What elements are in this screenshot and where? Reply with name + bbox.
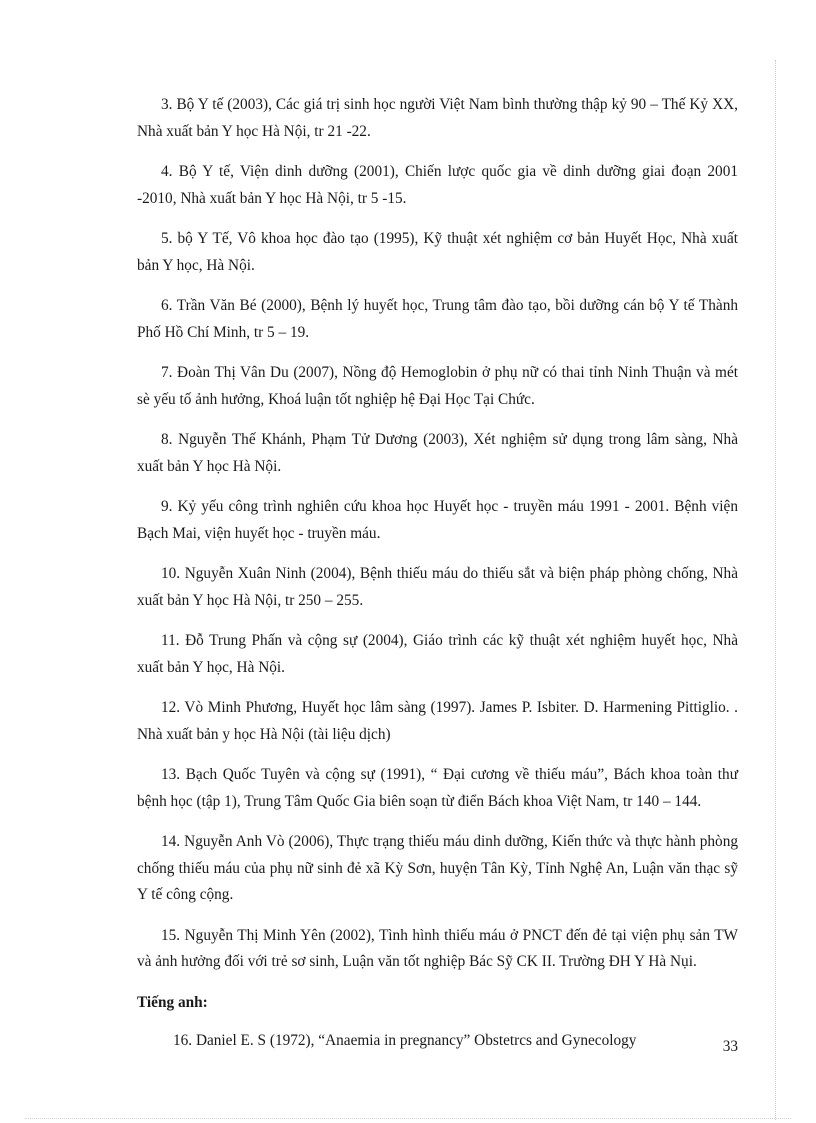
reference-item-english: 16. Daniel E. S (1972), “Anaemia in pregnancy” Obstetrcs and Gynecology <box>173 1031 637 1049</box>
reference-item: 15. Nguyễn Thị Minh Yên (2002), Tình hình thiếu máu ở PNCT đến đẻ tại viện phụ sản TW và ảnh hưởng đối với trẻ sơ sinh, Luận văn tốt nghiệp Bác Sỹ CK II. Trường ĐH Y Hà Nụi. <box>137 926 738 970</box>
reference-item: 6. Trần Văn Bé (2000), Bệnh lý huyết học, Trung tâm đào tạo, bồi dưỡng cán bộ Y tế Thành Phố Hồ Chí Minh, tr 5 – 19. <box>137 297 738 341</box>
reference-item: 5. bộ Y Tế, Vô khoa học đào tạo (1995), Kỹ thuật xét nghiệm cơ bản Huyết Học, Nhà xuất bản Y học, Hà Nội. <box>137 230 738 274</box>
reference-item: 11. Đỗ Trung Phấn và cộng sự (2004), Giáo trình các kỹ thuật xét nghiệm huyết học, Nhà xuất bản Y học, Hà Nội. <box>137 632 738 676</box>
page-number: 33 <box>722 1038 738 1055</box>
reference-item: 3. Bộ Y tế (2003), Các giá trị sinh học người Việt Nam bình thường thập kỷ 90 – Thế Kỷ XX, Nhà xuất bản Y học Hà Nội, tr 21 -22. <box>137 96 738 140</box>
reference-item: 14. Nguyễn Anh Vò (2006), Thực trạng thiếu máu dinh dưỡng, Kiến thức và thực hành phòng chống thiếu máu của phụ nữ sinh đẻ xã Kỳ Sơn, huyện Tân Kỳ, Tỉnh Nghệ An, Luận văn thạc sỹ Y tế công cộng. <box>137 833 738 903</box>
reference-item: 12. Vò Minh Phương, Huyết học lâm sàng (1997). James P. Isbiter. D. Harmening Pittiglio. . Nhà xuất bản y học Hà Nội (tài liệu dịch) <box>137 699 738 743</box>
bottom-rule <box>25 1118 791 1119</box>
reference-item: 10. Nguyễn Xuân Ninh (2004), Bệnh thiếu máu do thiếu sắt và biện pháp phòng chống, Nhà xuất bản Y học Hà Nội, tr 250 – 255. <box>137 565 738 609</box>
reference-item: 8. Nguyễn Thế Khánh, Phạm Tử Dương (2003), Xét nghiệm sử dụng trong lâm sàng, Nhà xuất bản Y học Hà Nội. <box>137 431 738 475</box>
reference-item: 13. Bạch Quốc Tuyên và cộng sự (1991), “ Đại cương về thiếu máu”, Bách khoa toàn thư bệnh học (tập 1), Trung Tâm Quốc Gia biên soạn từ điển Bách khoa Việt Nam, tr 140 – 144. <box>137 766 738 810</box>
reference-item: 4. Bộ Y tế, Viện dinh dưỡng (2001), Chiến lược quốc gia về dinh dưỡng giai đoạn 2001 -2010, Nhà xuất bản Y học Hà Nội, tr 5 -15. <box>137 163 738 207</box>
reference-item: 7. Đoàn Thị Vân Du (2007), Nồng độ Hemoglobin ở phụ nữ có thai tỉnh Ninh Thuận và mét sè yếu tố ảnh hưởng, Khoá luận tốt nghiệp hệ Đại Học Tại Chức. <box>137 364 738 408</box>
reference-item: 9. Kỷ yếu công trình nghiên cứu khoa học Huyết học - truyền máu 1991 - 2001. Bệnh viện Bạch Mai, viện huyết học - truyền máu. <box>137 498 738 542</box>
document-body <box>137 92 738 1054</box>
section-heading-english: Tiếng anh: <box>137 993 208 1011</box>
page-border <box>775 60 776 1120</box>
